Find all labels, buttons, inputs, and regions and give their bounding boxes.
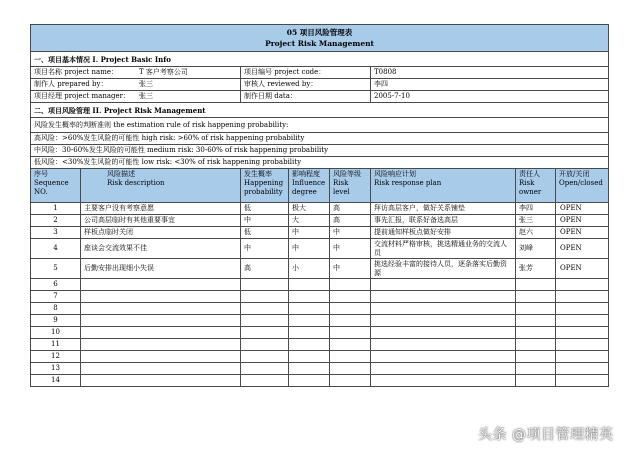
level-row-medium (31, 145, 609, 157)
header-prob-en2: probability (244, 188, 283, 196)
cell-status: OPEN (556, 203, 609, 215)
header-status (556, 169, 609, 203)
cell-level (330, 363, 371, 375)
header-seq-cn: 序号 (34, 170, 48, 178)
title-cn: 05 项目风险管理表 (286, 28, 353, 37)
cell-level: 中 (330, 259, 371, 279)
header-plan-cn: 风险响应计划 (374, 170, 416, 178)
cell-no: 13 (31, 363, 81, 375)
table-row (31, 375, 609, 387)
cell-level: 高 (330, 203, 371, 215)
date-label: 制作日期 data： (241, 91, 371, 103)
cell-infl: 中 (289, 227, 330, 239)
cell-prob (241, 375, 289, 387)
cell-owner (516, 279, 556, 291)
prepared-by-value: 张三 (139, 80, 153, 88)
cell-status (556, 327, 609, 339)
cell-level (330, 339, 371, 351)
project-name-label: 项目名称 project name： (34, 68, 118, 76)
cell-status (556, 375, 609, 387)
table-row (31, 339, 609, 351)
header-infl-cn: 影响程度 (292, 170, 320, 178)
cell-owner: 张芳 (516, 259, 556, 279)
cell-plan: 拜访高层客户，做好关系铺垫 (371, 203, 516, 215)
cell-desc (81, 339, 241, 351)
header-infl-en1: Influence (292, 179, 326, 187)
cell-level (330, 327, 371, 339)
cell-infl: 大 (289, 215, 330, 227)
cell-prob: 低 (241, 203, 289, 215)
cell-plan: 事先汇报，联系好备选高层 (371, 215, 516, 227)
cell-plan (371, 375, 516, 387)
cell-desc (81, 327, 241, 339)
cell-status (556, 351, 609, 363)
cell-status (556, 279, 609, 291)
header-influence (289, 169, 330, 203)
cell-prob: 低 (241, 227, 289, 239)
cell-infl (289, 363, 330, 375)
header-infl-en2: degree (292, 188, 317, 196)
cell-status: OPEN (556, 259, 609, 279)
date-value: 2005-7-10 (371, 91, 609, 103)
cell-owner: 刘峰 (516, 239, 556, 259)
project-name-cell (31, 67, 241, 79)
table-row (31, 327, 609, 339)
table-row (31, 315, 609, 327)
header-owner-en1: Risk (519, 179, 535, 187)
header-prob (241, 169, 289, 203)
section-risk-heading: 二、项目风险管理 II. Project Risk Management (31, 103, 609, 118)
cell-no: 3 (31, 227, 81, 239)
prepared-cell (31, 79, 241, 91)
reviewed-by-value: 李四 (371, 79, 609, 91)
header-level-en: Risk level (333, 179, 350, 196)
cell-level: 中 (330, 227, 371, 239)
basic-row-1 (31, 67, 609, 79)
cell-owner (516, 303, 556, 315)
cell-owner (516, 375, 556, 387)
cell-level (330, 351, 371, 363)
cell-level (330, 375, 371, 387)
cell-no: 7 (31, 291, 81, 303)
cell-plan (371, 303, 516, 315)
cell-owner: 张三 (516, 215, 556, 227)
header-owner-cn: 责任人 (519, 170, 540, 178)
header-desc (81, 169, 241, 203)
cell-no: 5 (31, 259, 81, 279)
cell-owner (516, 351, 556, 363)
cell-status (556, 339, 609, 351)
cell-desc (81, 375, 241, 387)
cell-no: 12 (31, 351, 81, 363)
cell-level (330, 315, 371, 327)
cell-desc (81, 351, 241, 363)
cell-infl (289, 327, 330, 339)
cell-infl: 极大 (289, 203, 330, 215)
cell-desc (81, 315, 241, 327)
project-code-label: 项目编号 project code： (241, 67, 371, 79)
table-row (31, 259, 609, 279)
basic-row-2 (31, 79, 609, 91)
header-status-en: Open/closed (559, 179, 603, 187)
cell-plan (371, 339, 516, 351)
section-basic-row (31, 52, 609, 67)
cell-level (330, 279, 371, 291)
cell-no: 14 (31, 375, 81, 387)
project-code-value: T0808 (371, 67, 609, 79)
cell-infl (289, 279, 330, 291)
cell-level (330, 303, 371, 315)
cell-infl (289, 339, 330, 351)
table-row (31, 203, 609, 215)
cell-plan: 提前通知样板点做好安排 (371, 227, 516, 239)
cell-no: 6 (31, 279, 81, 291)
header-owner-en2: owner (519, 188, 542, 196)
header-prob-en1: Happening (244, 179, 284, 187)
cell-status: OPEN (556, 215, 609, 227)
level-row-low (31, 157, 609, 169)
table-row (31, 279, 609, 291)
cell-desc (81, 303, 241, 315)
probability-rule: 风险发生概率的判断准则 the estimation rule of risk happening probability: (31, 118, 609, 133)
basic-row-3 (31, 91, 609, 103)
cell-desc: 座谈会交流效果不佳 (81, 239, 241, 259)
cell-prob: 中 (241, 239, 289, 259)
cell-infl: 中 (289, 239, 330, 259)
table-row (31, 303, 609, 315)
section-basic-heading: 一、项目基本情况 I. Project Basic Info (31, 52, 609, 67)
cell-level (330, 291, 371, 303)
cell-desc: 主要客户没有考察意愿 (81, 203, 241, 215)
section-risk-row (31, 103, 609, 118)
page-title (31, 25, 609, 52)
cell-owner (516, 363, 556, 375)
header-status-cn: 开放/关闭 (559, 170, 590, 178)
cell-status (556, 303, 609, 315)
cell-plan (371, 291, 516, 303)
level-row-high (31, 133, 609, 145)
header-plan (371, 169, 516, 203)
cell-owner: 赵六 (516, 227, 556, 239)
table-row (31, 351, 609, 363)
cell-owner (516, 339, 556, 351)
risk-management-sheet (30, 24, 608, 387)
cell-level: 中 (330, 239, 371, 259)
cell-status: OPEN (556, 227, 609, 239)
cell-no: 11 (31, 339, 81, 351)
table-row (31, 227, 609, 239)
cell-prob (241, 315, 289, 327)
level-high: 高风险：>60%发生风险的可能性 high risk: >60% of risk happening probability (31, 133, 609, 145)
cell-plan (371, 279, 516, 291)
risk-table (30, 24, 609, 387)
cell-infl (289, 375, 330, 387)
cell-owner (516, 327, 556, 339)
level-medium: 中风险：30-60%发生风险的可能性 medium risk: 30-60% of risk happening probability (31, 145, 609, 157)
project-manager-label: 项目经理 project manager： (34, 92, 131, 100)
cell-desc: 公司高层临时有其他重要事宜 (81, 215, 241, 227)
cell-owner (516, 315, 556, 327)
cell-prob: 高 (241, 259, 289, 279)
title-row (31, 25, 609, 52)
cell-plan (371, 327, 516, 339)
header-desc-en: Risk description (107, 179, 165, 187)
header-level-cn: 风险等级 (333, 170, 361, 178)
cell-prob: 中 (241, 215, 289, 227)
watermark: 头条 @项目管理精英 (478, 427, 614, 443)
cell-prob (241, 279, 289, 291)
cell-prob (241, 327, 289, 339)
cell-prob (241, 363, 289, 375)
cell-plan: 挑选经验丰富的接待人员，逐条落实后勤资源 (371, 259, 516, 279)
level-low: 低风险：<30%发生风险的可能性 low risk: <30% of risk happening probability (31, 157, 609, 169)
cell-plan (371, 315, 516, 327)
cell-owner: 李四 (516, 203, 556, 215)
cell-infl (289, 351, 330, 363)
header-owner (516, 169, 556, 203)
cell-desc (81, 363, 241, 375)
table-row (31, 363, 609, 375)
header-seq (31, 169, 81, 203)
cell-plan (371, 363, 516, 375)
header-seq-no: NO. (34, 188, 48, 196)
cell-no: 8 (31, 303, 81, 315)
cell-prob (241, 351, 289, 363)
cell-infl: 小 (289, 259, 330, 279)
cell-desc (81, 291, 241, 303)
rule-row (31, 118, 609, 133)
prepared-by-label: 制作人 prepared by： (34, 80, 108, 88)
reviewed-by-label: 审核人 reviewed by： (241, 79, 371, 91)
title-en: Project Risk Management (265, 39, 375, 48)
cell-owner (516, 291, 556, 303)
cell-status (556, 291, 609, 303)
cell-infl (289, 315, 330, 327)
manager-cell (31, 91, 241, 103)
table-row (31, 291, 609, 303)
cell-plan: 交流材料严格审核，挑选精通业务的交流人员 (371, 239, 516, 259)
header-level (330, 169, 371, 203)
header-desc-cn: 风险描述 (107, 170, 135, 178)
cell-no: 10 (31, 327, 81, 339)
cell-desc (81, 279, 241, 291)
cell-infl (289, 291, 330, 303)
project-manager-value: 张三 (139, 92, 153, 100)
cell-no: 4 (31, 239, 81, 259)
table-row (31, 215, 609, 227)
cell-prob (241, 291, 289, 303)
cell-status: OPEN (556, 239, 609, 259)
header-seq-en: Sequence (34, 179, 69, 187)
header-plan-en: Risk response plan (374, 179, 442, 187)
cell-plan (371, 351, 516, 363)
column-header-row (31, 169, 609, 203)
cell-prob (241, 303, 289, 315)
cell-no: 2 (31, 215, 81, 227)
cell-no: 1 (31, 203, 81, 215)
cell-desc: 后勤安排出现细小失误 (81, 259, 241, 279)
cell-desc: 样板点临时关闭 (81, 227, 241, 239)
cell-no: 9 (31, 315, 81, 327)
cell-status (556, 363, 609, 375)
project-name-value: T 客户考察公司 (139, 68, 188, 76)
table-row (31, 239, 609, 259)
risk-rows (31, 203, 609, 387)
cell-prob (241, 339, 289, 351)
cell-level: 高 (330, 215, 371, 227)
cell-status (556, 315, 609, 327)
cell-infl (289, 303, 330, 315)
header-prob-cn: 发生概率 (244, 170, 272, 178)
